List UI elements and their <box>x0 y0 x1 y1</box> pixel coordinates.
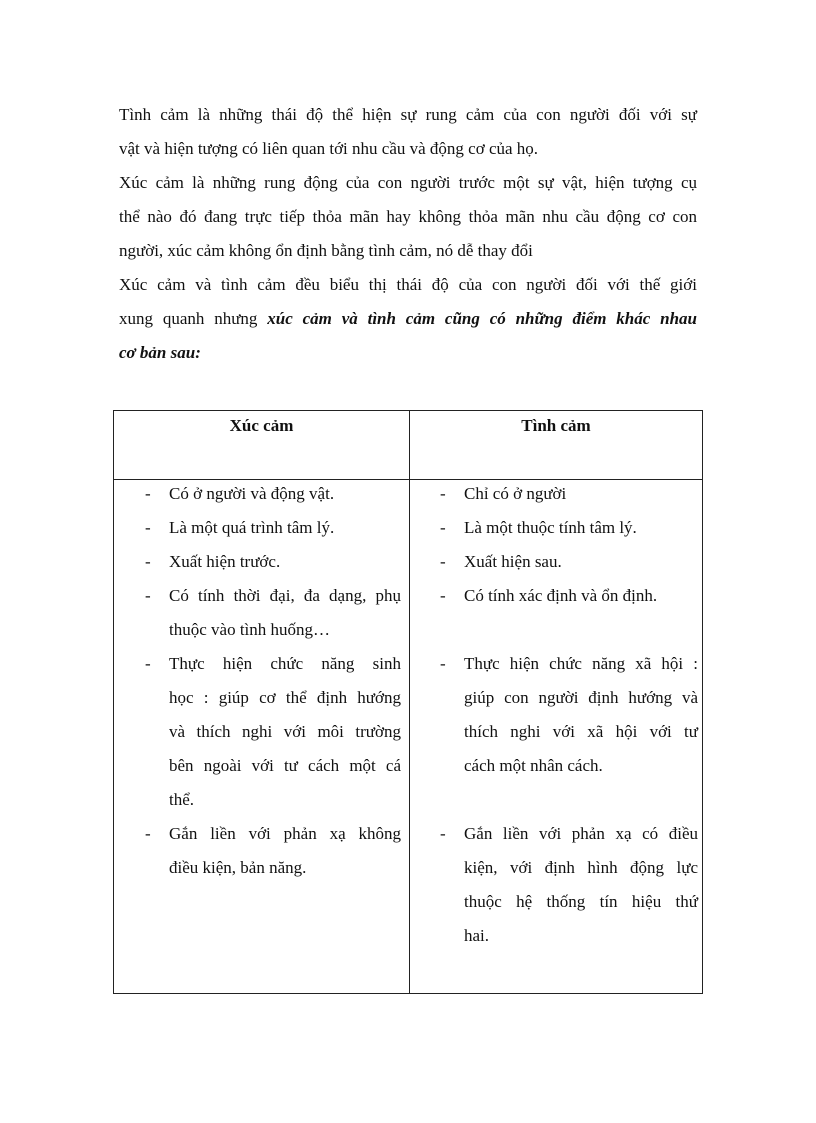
list-item-text <box>464 511 698 545</box>
text-line: Có tính thời đại, đa dạng, phụ <box>169 586 401 605</box>
text-line: Xúc cảm là những rung động của con người trước một sự vật, hiện tượng cụ <box>119 173 697 192</box>
column-divider <box>409 411 410 993</box>
bullet-dash: - <box>145 654 151 673</box>
list-item-text <box>169 545 401 579</box>
text-line: Xuất hiện trước. <box>169 552 281 571</box>
table-header-tinh-cam: Tình cảm <box>521 416 591 435</box>
text-line: thích nghi với xã hội với tư <box>464 722 698 741</box>
bullet-dash: - <box>145 552 151 571</box>
text-line: thuộc hệ thống tín hiệu thứ <box>464 892 698 911</box>
text-line: Là một quá trình tâm lý. <box>169 518 335 537</box>
text-line: Thực hiện chức năng xã hội : <box>464 654 698 673</box>
list-item-text <box>169 817 401 885</box>
bullet-dash: - <box>440 484 446 503</box>
text-line: vật và hiện tượng có liên quan tới nhu cầu và động cơ của họ. <box>119 139 539 158</box>
text-line: cách một nhân cách. <box>464 756 603 775</box>
bullet-dash: - <box>440 654 446 673</box>
text-line: Gắn liền với phản xạ không <box>169 824 401 843</box>
emphasized-text: xúc cảm và tình cảm cũng có những điểm khác nhau <box>267 309 698 328</box>
text-line: giúp con người định hướng và <box>464 688 698 707</box>
comparison-table <box>113 410 703 994</box>
text-line: Xuất hiện sau. <box>464 552 562 571</box>
text-line: kiện, với định hình động lực <box>464 858 698 877</box>
text-line: Gắn liền với phản xạ có điều <box>464 824 698 843</box>
text-line: Xúc cảm và tình cảm đều biểu thị thái độ của con người đối với thế giới <box>119 275 697 294</box>
bullet-dash: - <box>145 518 151 537</box>
text-line: Tình cảm là những thái độ thể hiện sự rung cảm của con người đối với sự <box>119 105 697 124</box>
bullet-dash: - <box>440 552 446 571</box>
text-line: thể nào đó đang trực tiếp thỏa mãn hay không thỏa mãn nhu cầu động cơ con <box>119 207 697 226</box>
list-item-text <box>464 817 698 953</box>
text-line: thuộc vào tình huống… <box>169 620 331 639</box>
text-line: thể. <box>169 790 195 809</box>
bullet-dash: - <box>440 518 446 537</box>
text-line: hai. <box>464 926 490 945</box>
list-item-text <box>169 511 401 545</box>
text-line: Là một thuộc tính tâm lý. <box>464 518 637 537</box>
list-item-text <box>169 477 401 511</box>
text-line: Có ở người và động vật. <box>169 484 335 503</box>
list-item-text <box>169 579 401 647</box>
text-line: người, xúc cảm không ổn định bằng tình cảm, nó dễ thay đổi <box>119 241 533 260</box>
bullet-dash: - <box>440 586 446 605</box>
list-item-text <box>169 647 401 817</box>
list-item-text <box>464 579 698 613</box>
text-line: Chỉ có ở người <box>464 484 567 503</box>
list-item-text <box>464 545 698 579</box>
text-line <box>119 302 697 336</box>
text-line: học : giúp cơ thể định hướng <box>169 688 401 707</box>
text-line: Thực hiện chức năng sinh <box>169 654 401 673</box>
text-line: điều kiện, bản năng. <box>169 858 307 877</box>
paragraph-xuc-cam-definition <box>119 166 697 268</box>
list-item-text <box>464 647 698 783</box>
plain-text: xung quanh nhưng <box>119 309 268 328</box>
paragraph-tinh-cam-definition <box>119 98 697 166</box>
bullet-dash: - <box>145 484 151 503</box>
paragraph-comparison-intro <box>119 268 697 370</box>
emphasized-text: cơ bản sau: <box>119 343 201 362</box>
bullet-dash: - <box>145 586 151 605</box>
text-line: bên ngoài với tư cách một cá <box>169 756 401 775</box>
bullet-dash: - <box>440 824 446 843</box>
table-header-xuc-cam: Xúc cảm <box>229 416 294 435</box>
text-line: và thích nghi với môi trường <box>169 722 401 741</box>
text-line: Có tính xác định và ổn định. <box>464 586 658 605</box>
bullet-dash: - <box>145 824 151 843</box>
list-item-text <box>464 477 698 511</box>
